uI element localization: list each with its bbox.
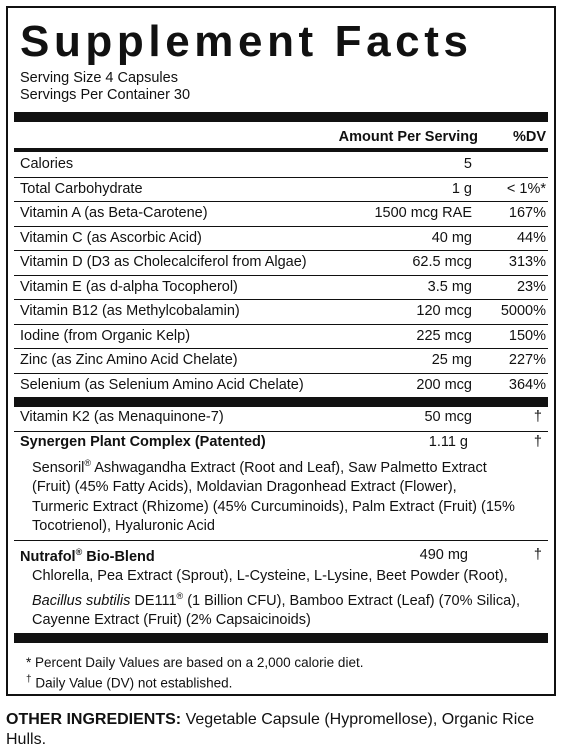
nutrient-name: Vitamin D (D3 as Cholecalciferol from Algae) xyxy=(20,254,307,270)
nutrient-dv: 44% xyxy=(516,229,546,246)
nutrient-dv: 227% xyxy=(508,352,546,368)
nutrient-name: Total Carbohydrate xyxy=(20,180,143,197)
nutrient-amount: 120 mcg xyxy=(416,303,472,319)
nutrient-dv: < 1%* xyxy=(506,180,546,197)
nutrafol-row xyxy=(14,543,548,567)
nutrient-name: Zinc (as Zinc Amino Acid Chelate) xyxy=(20,352,238,368)
nutrient-amount: 5 xyxy=(463,156,472,172)
nutrient-row xyxy=(14,405,548,429)
nutrient-amount: 40 mg xyxy=(431,229,472,246)
nutrafol-amount: 490 mg xyxy=(419,547,468,563)
nutrient-dv: 5000% xyxy=(500,303,546,319)
nutrient-dv: 23% xyxy=(516,278,546,295)
nutrient-name: Calories xyxy=(20,156,74,172)
nutrient-row xyxy=(14,250,548,274)
nutrient-amount: 3.5 mg xyxy=(427,278,472,295)
thick-divider xyxy=(14,112,548,122)
synergen-name: Synergen Plant Complex (Patented) xyxy=(20,434,266,450)
row-divider xyxy=(14,540,548,541)
nutrient-dv: 167% xyxy=(508,205,546,221)
nutrient-name: Vitamin K2 (as Menaquinone-7) xyxy=(20,409,224,425)
nutrient-row xyxy=(14,226,548,250)
nutrient-row xyxy=(14,324,548,348)
nutrient-amount: 1500 mcg RAE xyxy=(374,205,472,221)
nutrient-row xyxy=(14,299,548,323)
synergen-dv: † xyxy=(533,434,542,450)
nutrient-row xyxy=(14,152,548,176)
nutrient-dv: 364% xyxy=(508,376,546,393)
nutrient-name: Vitamin C (as Ascorbic Acid) xyxy=(20,229,202,246)
nutrient-amount: 1 g xyxy=(451,180,472,197)
nutrafol-name: Nutrafol® Bio-Blend xyxy=(20,547,155,565)
nutrient-amount: 25 mg xyxy=(431,352,472,368)
nutrient-amount: 50 mcg xyxy=(424,409,472,425)
nutrient-amount: 200 mcg xyxy=(416,376,472,393)
nutrient-dv: 313% xyxy=(508,254,546,270)
nutrient-name: Selenium (as Selenium Amino Acid Chelate) xyxy=(20,376,304,393)
servings-per-container: Servings Per Container 30 xyxy=(20,87,191,103)
synergen-ingredients: Sensoril® Ashwagandha Extract (Root and Leaf), Saw Palmetto Extract (Fruit) (45% Fatty Acids), Moldavian Dragonhead Extract (Flower), Turmeric Extract (Rhizome) (45% Curcuminoids), Palm Extract (Fruit) (15% Tocotrienol), Hyaluronic Acid xyxy=(32,458,515,535)
panel-title: Supplement Facts xyxy=(20,17,473,66)
nutrient-name: Vitamin E (as d-alpha Tocopherol) xyxy=(20,278,238,295)
column-header xyxy=(14,125,548,149)
nutrafol-ingredients: Chlorella, Pea Extract (Sprout), L-Cysteine, L-Lysine, Beet Powder (Root), Bacillus subtilis DE111® (1 Billion CFU), Bamboo Extract (Leaf) (70% Silica), Cayenne Extract (Fruit) (2% Capsaicinoids) xyxy=(32,568,521,628)
thick-divider xyxy=(14,633,548,643)
nutrient-dv: 150% xyxy=(508,327,546,344)
dv-header: %DV xyxy=(512,129,546,145)
percent-footnote: * Percent Daily Values are based on a 2,000 calorie diet. xyxy=(26,655,364,670)
other-ingredients: OTHER INGREDIENTS: Vegetable Capsule (Hypromellose), Organic Rice Hulls. xyxy=(6,711,535,748)
dagger-footnote: † Daily Value (DV) not established. xyxy=(26,674,233,691)
nutrient-row xyxy=(14,201,548,225)
nutrient-amount: 62.5 mcg xyxy=(412,254,472,270)
nutrient-row xyxy=(14,275,548,299)
nutrient-row xyxy=(14,373,548,397)
supplement-facts-panel xyxy=(6,6,556,696)
nutrient-row xyxy=(14,348,548,372)
nutrient-row xyxy=(14,177,548,201)
nutrient-dv: † xyxy=(533,409,542,425)
nutrient-name: Vitamin A (as Beta-Carotene) xyxy=(20,205,208,221)
nutrient-name: Vitamin B12 (as Methylcobalamin) xyxy=(20,303,240,319)
amount-header: Amount Per Serving xyxy=(338,129,478,145)
nutrient-name: Iodine (from Organic Kelp) xyxy=(20,327,191,344)
nutrient-amount: 225 mcg xyxy=(416,327,472,344)
synergen-row xyxy=(14,430,548,454)
synergen-amount: 1.11 g xyxy=(428,434,468,450)
nutrafol-dv: † xyxy=(533,547,542,563)
serving-size: Serving Size 4 Capsules xyxy=(20,70,178,86)
